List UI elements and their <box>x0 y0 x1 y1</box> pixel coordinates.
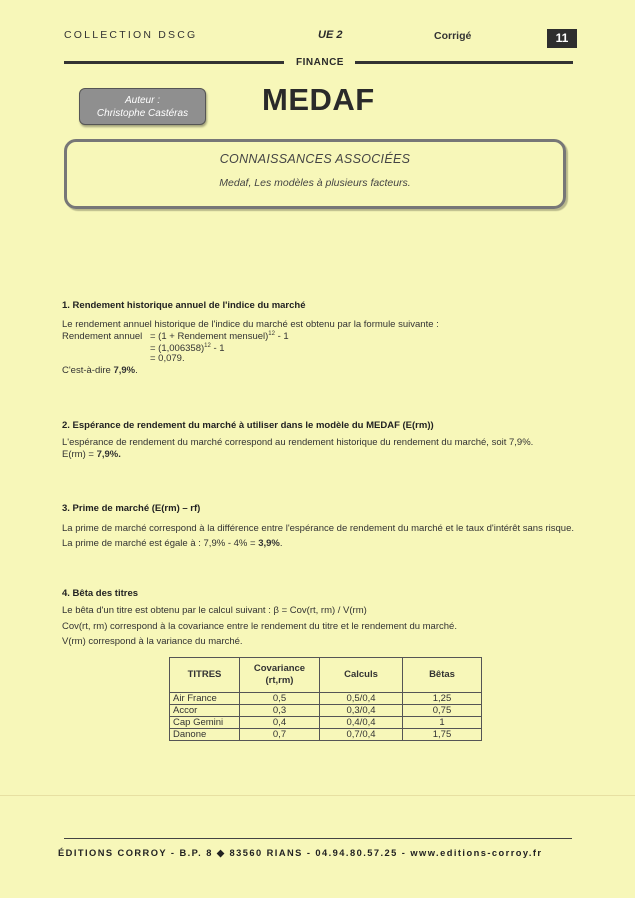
section-3-paragraph: La prime de marché correspond à la différence entre l'espérance de rendement du marché et le taux d'intérêt sans risque. La prime de marché est égale à : 7,9% - 4% = 3,9%. <box>62 523 574 549</box>
cell-calcul: 0,4/0,4 <box>320 717 403 729</box>
section-4-heading: 4. Bêta des titres <box>62 588 139 599</box>
table-header-row <box>170 658 482 693</box>
cell-titre: Air France <box>170 693 240 705</box>
section-2-line-1: L'espérance de rendement du marché correspond au rendement historique du rendement du marché, soit 7,9%. <box>62 437 534 448</box>
section-4-line-1: Le bêta d'un titre est obtenu par le calcul suivant : β = Cov(rt, rm) / V(rm) <box>62 605 367 616</box>
col-header-titres: TITRES <box>170 658 240 693</box>
section-1-formula-3: = 0,079. <box>150 353 185 364</box>
page-number: 11 <box>547 29 577 48</box>
cell-beta: 1 <box>403 717 482 729</box>
col-header-betas: Bêtas <box>403 658 482 693</box>
subject-label: FINANCE <box>296 57 344 68</box>
connaissances-title: CONNAISSANCES ASSOCIÉES <box>219 152 411 166</box>
col-header-calculs: Calculs <box>320 658 403 693</box>
cell-covariance: 0,4 <box>240 717 320 729</box>
cell-titre: Cap Gemini <box>170 717 240 729</box>
table-row <box>170 705 482 717</box>
cell-titre: Danone <box>170 729 240 741</box>
section-4-line-3: V(rm) correspond à la variance du marché. <box>62 636 243 647</box>
cell-covariance: 0,3 <box>240 705 320 717</box>
header-rule-right <box>355 61 573 64</box>
cell-calcul: 0,7/0,4 <box>320 729 403 741</box>
page-title: MEDAF <box>262 82 375 117</box>
table-row <box>170 717 482 729</box>
section-3-heading: 3. Prime de marché (E(rm) – rf) <box>62 503 201 514</box>
connaissances-box <box>64 139 566 209</box>
corrige-label: Corrigé <box>434 30 472 42</box>
collection-label: COLLECTION DSCG <box>64 29 198 41</box>
header-rule-left <box>64 61 284 64</box>
author-label: Auteur : <box>124 95 161 106</box>
cell-covariance: 0,5 <box>240 693 320 705</box>
author-name: Christophe Castéras <box>96 108 189 119</box>
ue-label: UE 2 <box>318 29 343 41</box>
cell-beta: 1,75 <box>403 729 482 741</box>
section-2-line-2: E(rm) = 7,9%. <box>62 449 121 460</box>
beta-table <box>169 657 482 741</box>
cell-calcul: 0,3/0,4 <box>320 705 403 717</box>
section-1-intro: Le rendement annuel historique de l'indice du marché est obtenu par la formule suivante : <box>62 319 439 330</box>
footer-rule <box>64 838 572 839</box>
cell-calcul: 0,5/0,4 <box>320 693 403 705</box>
cell-beta: 0,75 <box>403 705 482 717</box>
col-header-covariance: Covariance (rt,rm) <box>240 658 320 693</box>
scan-line <box>0 795 635 796</box>
cell-beta: 1,25 <box>403 693 482 705</box>
table-row <box>170 729 482 741</box>
connaissances-subtitle: Medaf, Les modèles à plusieurs facteurs. <box>219 177 411 189</box>
section-1-result: C'est-à-dire 7,9%. <box>62 365 138 376</box>
author-box <box>79 88 206 125</box>
cell-covariance: 0,7 <box>240 729 320 741</box>
section-1-formula-2: = $(1,006358)^{12} - 1$ <box>150 343 225 355</box>
section-1-heading: 1. Rendement historique annuel de l'indice du marché <box>62 300 306 311</box>
section-1-label: Rendement annuel <box>62 331 143 342</box>
table-row <box>170 693 482 705</box>
section-4-line-2: Cov(rt, rm) correspond à la covariance entre le rendement du titre et le rendement du marché. <box>62 621 457 632</box>
footer-publisher: ÉDITIONS CORROY - B.P. 8 ◆ 83560 RIANS - 04.94.80.57.25 - www.editions-corroy.fr <box>58 848 543 858</box>
section-2-heading: 2. Espérance de rendement du marché à utiliser dans le modèle du MEDAF (E(rm)) <box>62 420 434 431</box>
section-1-formula-1: = (1 + Rendement mensuel)$^{12}$ - 1 <box>150 331 289 343</box>
cell-titre: Accor <box>170 705 240 717</box>
